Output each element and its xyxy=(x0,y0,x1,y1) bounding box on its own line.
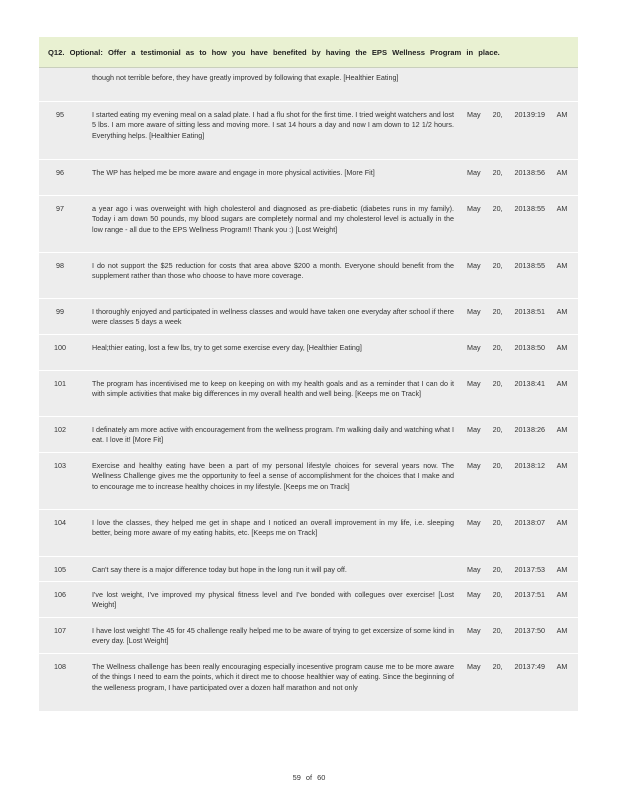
response-time: 8:12 AM xyxy=(531,461,568,470)
response-text: Can't say there is a major difference today but hope in the long run it will pay off. xyxy=(92,565,347,574)
response-time: 7:51 AM xyxy=(531,590,568,599)
response-text: I started eating my evening meal on a salad plate. I had a flu shot for the first time. I tried weight watchers and lost 5 lbs. I am more aware of sitting less and moving more. I sat 14 hours a day and now I am down to 12 1/2 hours. Everything helps. [Healthier Eating] xyxy=(92,110,454,140)
question-text: Q12. Optional: Offer a testimonial as to how you have benefited by having the EPS Wellness Program in place. xyxy=(48,47,500,57)
response-time: 8:51 AM xyxy=(531,307,568,316)
response-number: 105 xyxy=(54,565,66,574)
response-number: 106 xyxy=(54,590,66,599)
response-number: 99 xyxy=(56,307,64,316)
response-time: 7:50 AM xyxy=(531,626,568,635)
response-number: 96 xyxy=(56,168,64,177)
response-text: a year ago i was overweight with high cholesterol and diagnosed as pre-diabetic (diabetes runs in my family). Today i am down 50 pounds, my blood sugars are completely normal and my cholesterol level is actually in the low range - all due to the EPS Wellness Program!! Thank you :) [Lost Weight] xyxy=(92,204,454,234)
table-row xyxy=(39,453,578,510)
response-time: 7:49 AM xyxy=(531,662,568,671)
response-number: 108 xyxy=(54,662,66,671)
response-date: May 20, 2013 xyxy=(467,261,531,270)
response-text: I've lost weight, I've improved my physical fitness level and I've bonded with collegues over exercise! [Lost Weight] xyxy=(92,590,454,610)
table-row xyxy=(39,371,578,417)
responses-table xyxy=(39,37,578,712)
response-number: 103 xyxy=(54,461,66,470)
response-text: I have lost weight! The 45 for 45 challenge really helped me to be aware of trying to get excersize of some kind in every day. [Lost Weight] xyxy=(92,626,454,646)
table-row xyxy=(39,510,578,557)
response-date: May 20, 2013 xyxy=(467,662,531,671)
table-row xyxy=(39,102,578,160)
response-text: Heal;thier eating, lost a few lbs, try to get some exercise every day, [Healthier Eating] xyxy=(92,343,362,352)
table-row xyxy=(39,335,578,371)
response-date: May 20, 2013 xyxy=(467,110,531,119)
page-number: 59 of 60 xyxy=(292,773,326,782)
response-time: 8:41 AM xyxy=(531,379,568,388)
response-date: May 20, 2013 xyxy=(467,590,531,599)
response-text: The Wellness challenge has been really encouraging especially incesentive program cause me to be more aware of the things I need to earn the points, which it direct me to choose healthier way of eating. Since the beginning of the welleness program, I have participated over a dozen half marathon and not only xyxy=(92,662,454,692)
response-time: 8:50 AM xyxy=(531,343,568,352)
table-row xyxy=(39,160,578,196)
response-number: 98 xyxy=(56,261,64,270)
response-date: May 20, 2013 xyxy=(467,343,531,352)
response-time: 8:56 AM xyxy=(531,168,568,177)
response-number: 107 xyxy=(54,626,66,635)
response-text: I definately am more active with encouragement from the wellness program. I'm walking daily and watching what I eat. I love it! [More Fit] xyxy=(92,425,454,445)
question-header xyxy=(39,37,578,68)
response-text: The program has incentivised me to keep on keeping on with my health goals and as a reminder that I can do it with simple activities that make big differences in my overall health and well being. [Keeps me on Track] xyxy=(92,379,454,399)
response-time: 8:07 AM xyxy=(531,518,568,527)
response-date: May 20, 2013 xyxy=(467,307,531,316)
table-row xyxy=(39,253,578,299)
response-text: though not terrible before, they have greatly improved by following that exaple. [Healthier Eating] xyxy=(92,73,399,82)
response-time: 8:26 AM xyxy=(531,425,568,434)
table-row xyxy=(39,417,578,453)
response-time: 9:19 AM xyxy=(531,110,568,119)
response-date: May 20, 2013 xyxy=(467,461,531,470)
response-number: 101 xyxy=(54,379,66,388)
response-number: 97 xyxy=(56,204,64,213)
response-date: May 20, 2013 xyxy=(467,204,531,213)
response-date: May 20, 2013 xyxy=(467,425,531,434)
response-text: I love the classes, they helped me get in shape and I noticed an overall improvement in my life, i.e. sleeping better, being more aware of my eating habits, etc. [Keeps me on Track] xyxy=(92,518,454,538)
table-row xyxy=(39,299,578,335)
response-number: 102 xyxy=(54,425,66,434)
response-date: May 20, 2013 xyxy=(467,518,531,527)
response-text: I thoroughly enjoyed and participated in wellness classes and would have taken one everyday after school if there were classes 5 days a week xyxy=(92,307,454,327)
response-number: 100 xyxy=(54,343,66,352)
response-text: The WP has helped me be more aware and engage in more physical activities. [More Fit] xyxy=(92,168,375,177)
response-date: May 20, 2013 xyxy=(467,626,531,635)
response-number: 95 xyxy=(56,110,64,119)
response-text: Exercise and healthy eating have been a part of my personal lifestyle choices for several years now. The Wellness Challenge gives me the opportunity to feel a sense of accomplishment for the choices that I make and to encourage me to increase healthy choices in my lifestyle. [Keeps me on Track] xyxy=(92,461,454,491)
response-time: 7:53 AM xyxy=(531,565,568,574)
response-time: 8:55 AM xyxy=(531,261,568,270)
response-number: 104 xyxy=(54,518,66,527)
response-date: May 20, 2013 xyxy=(467,379,531,388)
table-row xyxy=(39,654,578,712)
response-date: May 20, 2013 xyxy=(467,168,531,177)
response-text: I do not support the $25 reduction for costs that area above $200 a month. Everyone should benefit from the supplement rather than those who choose to have more coverage. xyxy=(92,261,454,281)
table-row xyxy=(39,557,578,582)
table-row xyxy=(39,68,578,102)
table-row xyxy=(39,196,578,253)
response-time: 8:55 AM xyxy=(531,204,568,213)
table-row xyxy=(39,618,578,654)
table-row xyxy=(39,582,578,618)
response-date: May 20, 2013 xyxy=(467,565,531,574)
